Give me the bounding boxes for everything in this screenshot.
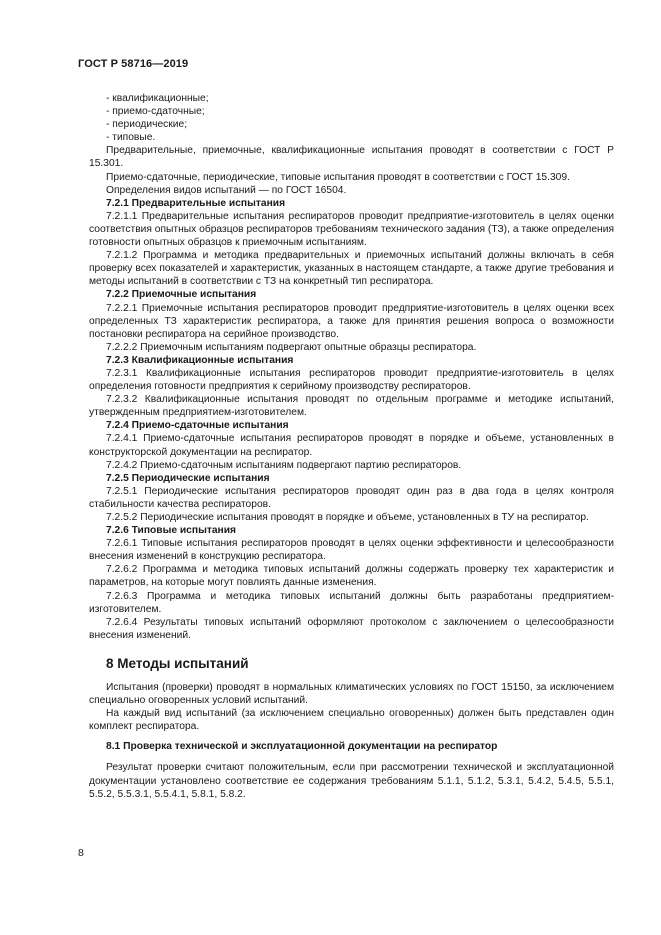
- paragraph: Приемо-сдаточные, периодические, типовые испытания проводят в соответствии с ГОСТ 15.309.: [106, 171, 570, 183]
- section-heading-8: 8 Методы испытаний: [106, 655, 249, 671]
- paragraph: 7.2.6.2 Программа и методика типовых испытаний должны содержать проверку тех характеристик и параметров, на которые могут повлиять данные изменения.: [89, 564, 614, 589]
- list-item: - квалификационные;: [106, 93, 209, 104]
- section-heading-7-2-3: 7.2.3 Квалификационные испытания: [106, 354, 294, 366]
- paragraph: Испытания (проверки) проводят в нормальных климатических условиях по ГОСТ 15150, за исключением специально оговоренных условий испытаний.: [89, 681, 614, 707]
- paragraph: На каждый вид испытаний (за исключением специально оговоренных) должен быть представлен один комплект респиратора.: [89, 708, 614, 733]
- list-item: - периодические;: [106, 119, 188, 131]
- section-heading-7-2-6: 7.2.6 Типовые испытания: [106, 525, 237, 537]
- page-number: 8: [78, 847, 84, 859]
- list-item: - типовые.: [106, 132, 156, 144]
- paragraph: 7.2.5.2 Периодические испытания проводят в порядке и объеме, установленных в ТУ на респиратор.: [106, 512, 589, 523]
- section-heading-7-2-1: 7.2.1 Предварительные испытания: [106, 197, 286, 209]
- paragraph: Результат проверки считают положительным, если при рассмотрении технической и эксплуатационной документации установлено соответствие ее содержания требованиям 5.1.1, 5.1.2, 5.3.1, 5.4.2, 5.4.5, 5.5.1, 5.5.2, 5.5.3.1, 5.5.4.1, 5.8.1, 5.8.2.: [89, 762, 614, 800]
- paragraph: Определения видов испытаний — по ГОСТ 16504.: [106, 184, 347, 196]
- paragraph: 7.2.6.4 Результаты типовых испытаний оформляют протоколом с заключением о целесообразности внесения изменений.: [89, 616, 614, 641]
- paragraph: 7.2.2.1 Приемочные испытания респираторов проводит предприятие-изготовитель в целях оценки всех определенных ТЗ характеристик респиратора, а также для принятия решения вопроса о возможности постановки респиратора на серийное производство.: [89, 302, 614, 340]
- section-heading-7-2-2: 7.2.2 Приемочные испытания: [106, 289, 257, 301]
- paragraph: 7.2.5.1 Периодические испытания респираторов проводят один раз в два года в целях контроля стабильности качества респираторов.: [89, 485, 614, 510]
- paragraph: 7.2.2.2 Приемочным испытаниям подвергают опытные образцы респиратора.: [106, 341, 477, 353]
- section-heading-7-2-4: 7.2.4 Приемо-сдаточные испытания: [106, 420, 289, 432]
- paragraph: 7.2.3.1 Квалификационные испытания респираторов проводит предприятие-изготовитель в целях определения готовности предприятия к серийному производству респираторов.: [89, 367, 614, 393]
- paragraph: 7.2.3.2 Квалификационные испытания проводят по отдельным программе и методике испытаний, утвержденным предприятием-изготовителем.: [89, 394, 614, 419]
- document-body: [89, 92, 614, 801]
- document-code-header: ГОСТ Р 58716—2019: [78, 58, 189, 70]
- paragraph: 7.2.4.1 Приемо-сдаточные испытания респираторов проводят в порядке и объеме, установленных в конструкторской документации на респиратор.: [89, 433, 614, 458]
- paragraph: 7.2.6.3 Программа и методика типовых испытаний должны быть разработаны предприятием-изготовителем.: [89, 590, 614, 615]
- section-heading-7-2-5: 7.2.5 Периодические испытания: [106, 472, 270, 484]
- paragraph: 7.2.6.1 Типовые испытания респираторов проводят в целях оценки эффективности и целесообразности внесения изменений в конструкцию респиратора.: [89, 538, 614, 563]
- paragraph: 7.2.4.2 Приемо-сдаточным испытаниям подвергают партию респираторов.: [106, 459, 462, 471]
- paragraph: 7.2.1.2 Программа и методика предварительных и приемочных испытаний должны включать в себя проверку всех показателей и характеристик, указанных в настоящем стандарте, а также другие требования и методы испытаний в соответствии с ТЗ на конкретный тип респиратора.: [89, 250, 614, 288]
- list-item: - приемо-сдаточные;: [106, 106, 205, 118]
- section-heading-8-1: 8.1 Проверка технической и эксплуатационной документации на респиратор: [106, 741, 498, 753]
- paragraph: Предварительные, приемочные, квалификационные испытания проводят в соответствии с ГОСТ Р 15.301.: [89, 145, 614, 170]
- paragraph: 7.2.1.1 Предварительные испытания респираторов проводит предприятие-изготовитель в целях оценки соответствия опытных образцов респираторов требованиям технического задания (ТЗ), а также определения готовности опытных образцов к приемочным испытаниям.: [89, 210, 614, 249]
